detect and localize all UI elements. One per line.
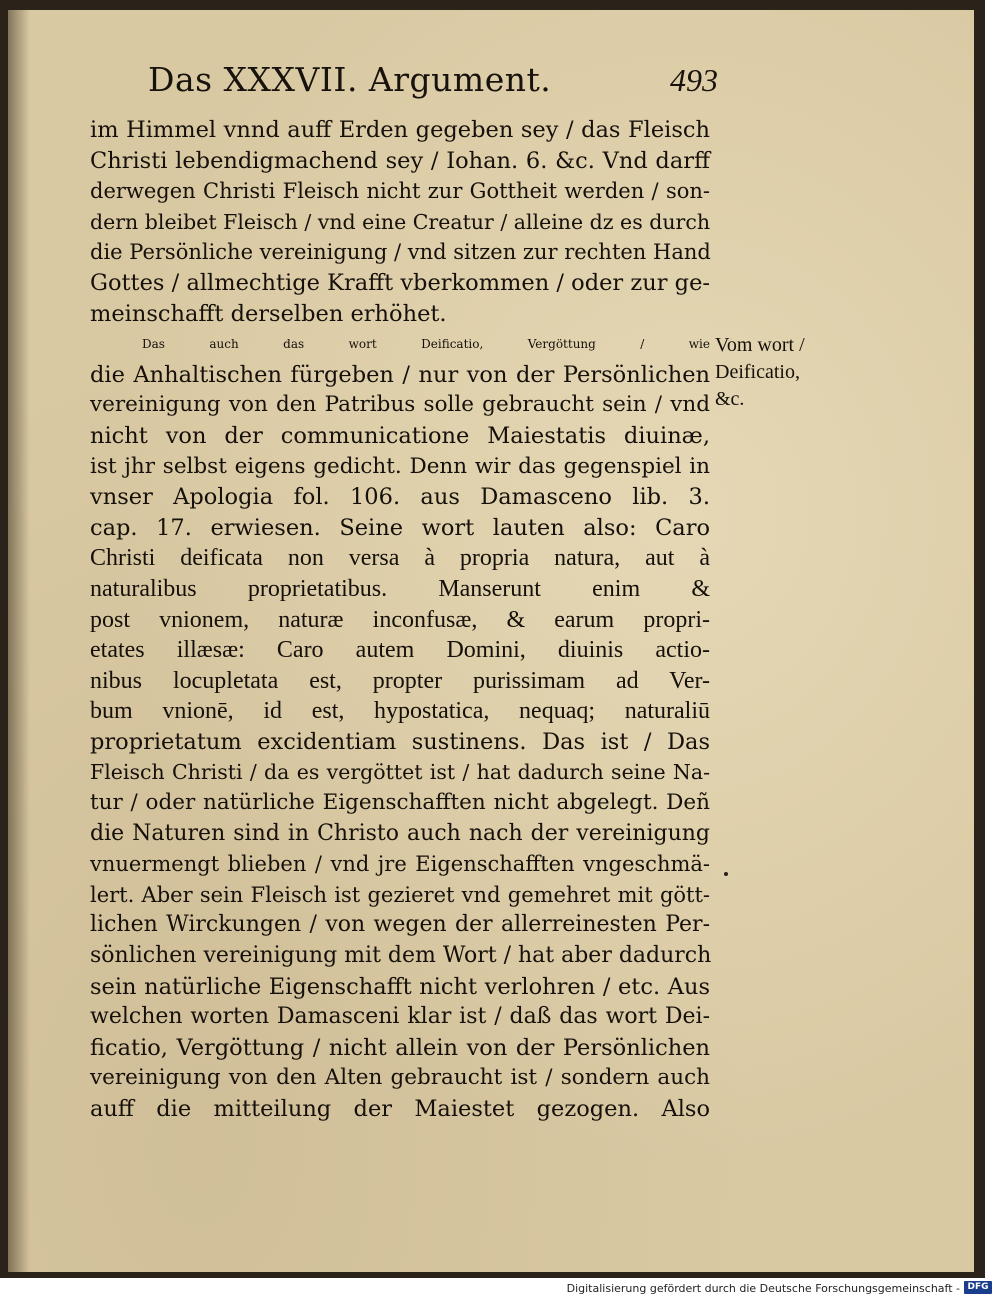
margin-note-line: Vom wort / <box>715 334 805 356</box>
text-line: vnuermengt blieben / vnd jre Eigenschafften vngeschmä- <box>90 852 710 877</box>
text-line: proprietatum excidentiam sustinens. Das ist / Das <box>90 728 710 755</box>
page-number: 493 <box>670 62 718 98</box>
running-title: Das XXXVII. Argument. <box>148 60 552 99</box>
text-line: ist jhr selbst eigens gedicht. Denn wir das gegenspiel in <box>90 453 710 479</box>
text-line: welchen worten Damasceni klar ist / daß das wort Dei- <box>90 1004 710 1030</box>
latin-text-line: nibus locupletata est, propter purissimam ad Ver- <box>90 667 710 694</box>
funding-credit: Digitalisierung gefördert durch die Deutsche Forschungsgemeinschaft - <box>566 1282 960 1295</box>
text-line: auff die mitteilung der Maiestet gezogen. Also <box>90 1096 710 1122</box>
latin-text-line: etates illæsæ: Caro autem Domini, diuinis actio- <box>90 637 710 664</box>
text-line: meinschafft derselben erhöhet. <box>90 300 447 327</box>
margin-note-line: &c. <box>715 388 745 410</box>
latin-text-line: Christi deificata non versa à propria natura, aut à <box>90 545 710 572</box>
text-line: Christi lebendigmachend sey / Iohan. 6. &c. Vnd darff <box>90 147 710 174</box>
text-line: ficatio, Vergöttung / nicht allein von der Persönlichen <box>90 1034 710 1061</box>
text-line: vnser Apologia fol. 106. aus Damasceno lib. 3. <box>90 484 710 511</box>
text-line: Das auch das wort Deificatio, Vergöttung / wie <box>142 337 710 352</box>
text-line: die Persönliche vereinigung / vnd sitzen zur rechten Hand <box>90 240 711 265</box>
text-line: vereinigung von den Alten gebraucht ist / sondern auch <box>90 1065 710 1091</box>
text-line: im Himmel vnnd auff Erden gegeben sey / das Fleisch <box>90 117 710 143</box>
text-line: vereinigung von den Patribus solle gebraucht sein / vnd <box>90 392 710 418</box>
ink-speck <box>724 872 728 876</box>
dfg-logo: DFG <box>964 1281 992 1294</box>
text-line: die Naturen sind in Christo auch nach der vereinigung <box>90 820 710 846</box>
latin-text-line: bum vnionē, id est, hypostatica, nequaq; naturaliū <box>90 698 710 725</box>
text-line: die Anhaltischen fürgeben / nur von der Persönlichen <box>90 361 710 388</box>
text-line: Fleisch Christi / da es vergöttet ist / hat dadurch seine Na- <box>90 760 710 785</box>
text-line: sönlichen vereinigung mit dem Wort / hat aber dadurch <box>90 943 712 969</box>
latin-text-line: post vnionem, naturæ inconfusæ, & earum propri- <box>90 606 710 633</box>
text-line: dern bleibet Fleisch / vnd eine Creatur / alleine dz es durch <box>90 209 711 234</box>
body-text <box>90 115 710 1125</box>
latin-text-line: naturalibus proprietatibus. Manserunt enim & <box>90 575 710 602</box>
margin-note-line: Deificatio, <box>715 361 800 383</box>
text-line: derwegen Christi Fleisch nicht zur Gottheit werden / son- <box>90 179 710 204</box>
text-line: cap. 17. erwiesen. Seine wort lauten also: Caro <box>90 514 710 541</box>
footer-bar <box>0 1280 1000 1298</box>
page-header <box>148 60 718 108</box>
text-line: Gottes / allmechtige Krafft vberkommen / oder zur ge- <box>90 269 710 296</box>
text-line: tur / oder natürliche Eigenschafften nicht abgelegt. Deñ <box>90 790 710 816</box>
text-line: sein natürliche Eigenschafft nicht verlohren / etc. Aus <box>90 973 710 1000</box>
text-line: nicht von der communicatione Maiestatis diuinæ, <box>90 422 710 449</box>
text-line: lert. Aber sein Fleisch ist gezieret vnd gemehret mit gött- <box>90 882 710 907</box>
page-gutter-shadow <box>8 10 30 1272</box>
text-line: lichen Wirckungen / von wegen der allerreinesten Per- <box>90 912 710 938</box>
margin-note <box>715 332 835 413</box>
